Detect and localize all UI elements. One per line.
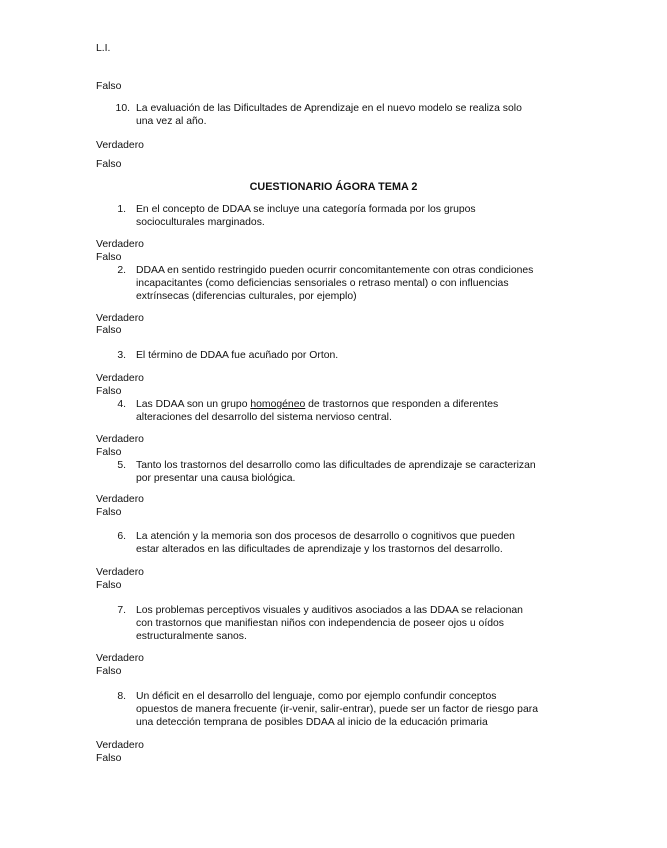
answer-false-option: Falso (96, 753, 122, 764)
answer-false-option: Falso (96, 507, 122, 518)
question-number: 5. (117, 460, 126, 471)
answer-false-option: Falso (96, 325, 122, 336)
question-number: 2. (117, 265, 126, 276)
answer-false-option: Falso (96, 252, 122, 263)
answer-true-option: Verdadero (96, 434, 144, 445)
answer-true-option: Verdadero (96, 567, 144, 578)
answer-false-option: Falso (96, 386, 122, 397)
question-number: 1. (117, 204, 126, 215)
answer-true-option: Verdadero (96, 140, 144, 151)
question-text: La atención y la memoria son dos procesos de desarrollo o cognitivos que pueden estar alterados en las dificultades de aprendizaje y los trastornos del desarrollo. (136, 531, 515, 555)
question-text: Tanto los trastornos del desarrollo como las dificultades de aprendizaje se caracterizan por presentar una causa biológica. (136, 460, 536, 484)
answer-true-option: Verdadero (96, 313, 144, 324)
question-text: En el concepto de DDAA se incluye una categoría formada por los grupos socioculturales marginados. (136, 204, 476, 228)
answer-true-option: Verdadero (96, 740, 144, 751)
answer-false-option: Falso (96, 81, 122, 92)
answer-false-option: Falso (96, 666, 122, 677)
author-initials: L.I. (96, 43, 111, 54)
section-title: CUESTIONARIO ÁGORA TEMA 2 (249, 181, 418, 193)
question-text: El término de DDAA fue acuñado por Orton. (136, 350, 339, 361)
question-text: Las DDAA son un grupo homogéneo de trastornos que responden a diferentes alteraciones del desarrollo del sistema nervioso central. (136, 399, 499, 423)
question-text: Los problemas perceptivos visuales y auditivos asociados a las DDAA se relacionan con trastornos que manifiestan niños con independencia de poseer ojos u oídos estructuralmente sanos. (136, 605, 523, 642)
answer-true-option: Verdadero (96, 494, 144, 505)
question-text: DDAA en sentido restringido pueden ocurrir concomitantemente con otras condiciones incapacitantes (como deficiencias sensoriales o retraso mental) o con influencias extrínsecas (diferencias culturales, por ejemplo) (136, 265, 534, 302)
answer-true-option: Verdadero (96, 239, 144, 250)
question-number: 10. (115, 103, 130, 114)
answer-true-option: Verdadero (96, 373, 144, 384)
answer-true-option: Verdadero (96, 653, 144, 664)
question-number: 6. (117, 531, 126, 542)
question-text: La evaluación de las Dificultades de Aprendizaje en el nuevo modelo se realiza solo una vez al año. (136, 103, 522, 127)
question-number: 4. (117, 399, 126, 410)
underlined-word: homogéneo (250, 399, 306, 410)
question-number: 3. (117, 350, 126, 361)
question-number: 8. (117, 691, 126, 702)
answer-false-option: Falso (96, 580, 122, 591)
question-text: Un déficit en el desarrollo del lenguaje, como por ejemplo confundir conceptos opuestos de manera frecuente (ir-venir, salir-entrar), puede ser un factor de riesgo para una detección temprana de posibles DDAA al inicio de la educación primaria (136, 691, 538, 728)
answer-false-option: Falso (96, 447, 122, 458)
answer-false-option: Falso (96, 159, 122, 170)
question-number: 7. (117, 605, 126, 616)
